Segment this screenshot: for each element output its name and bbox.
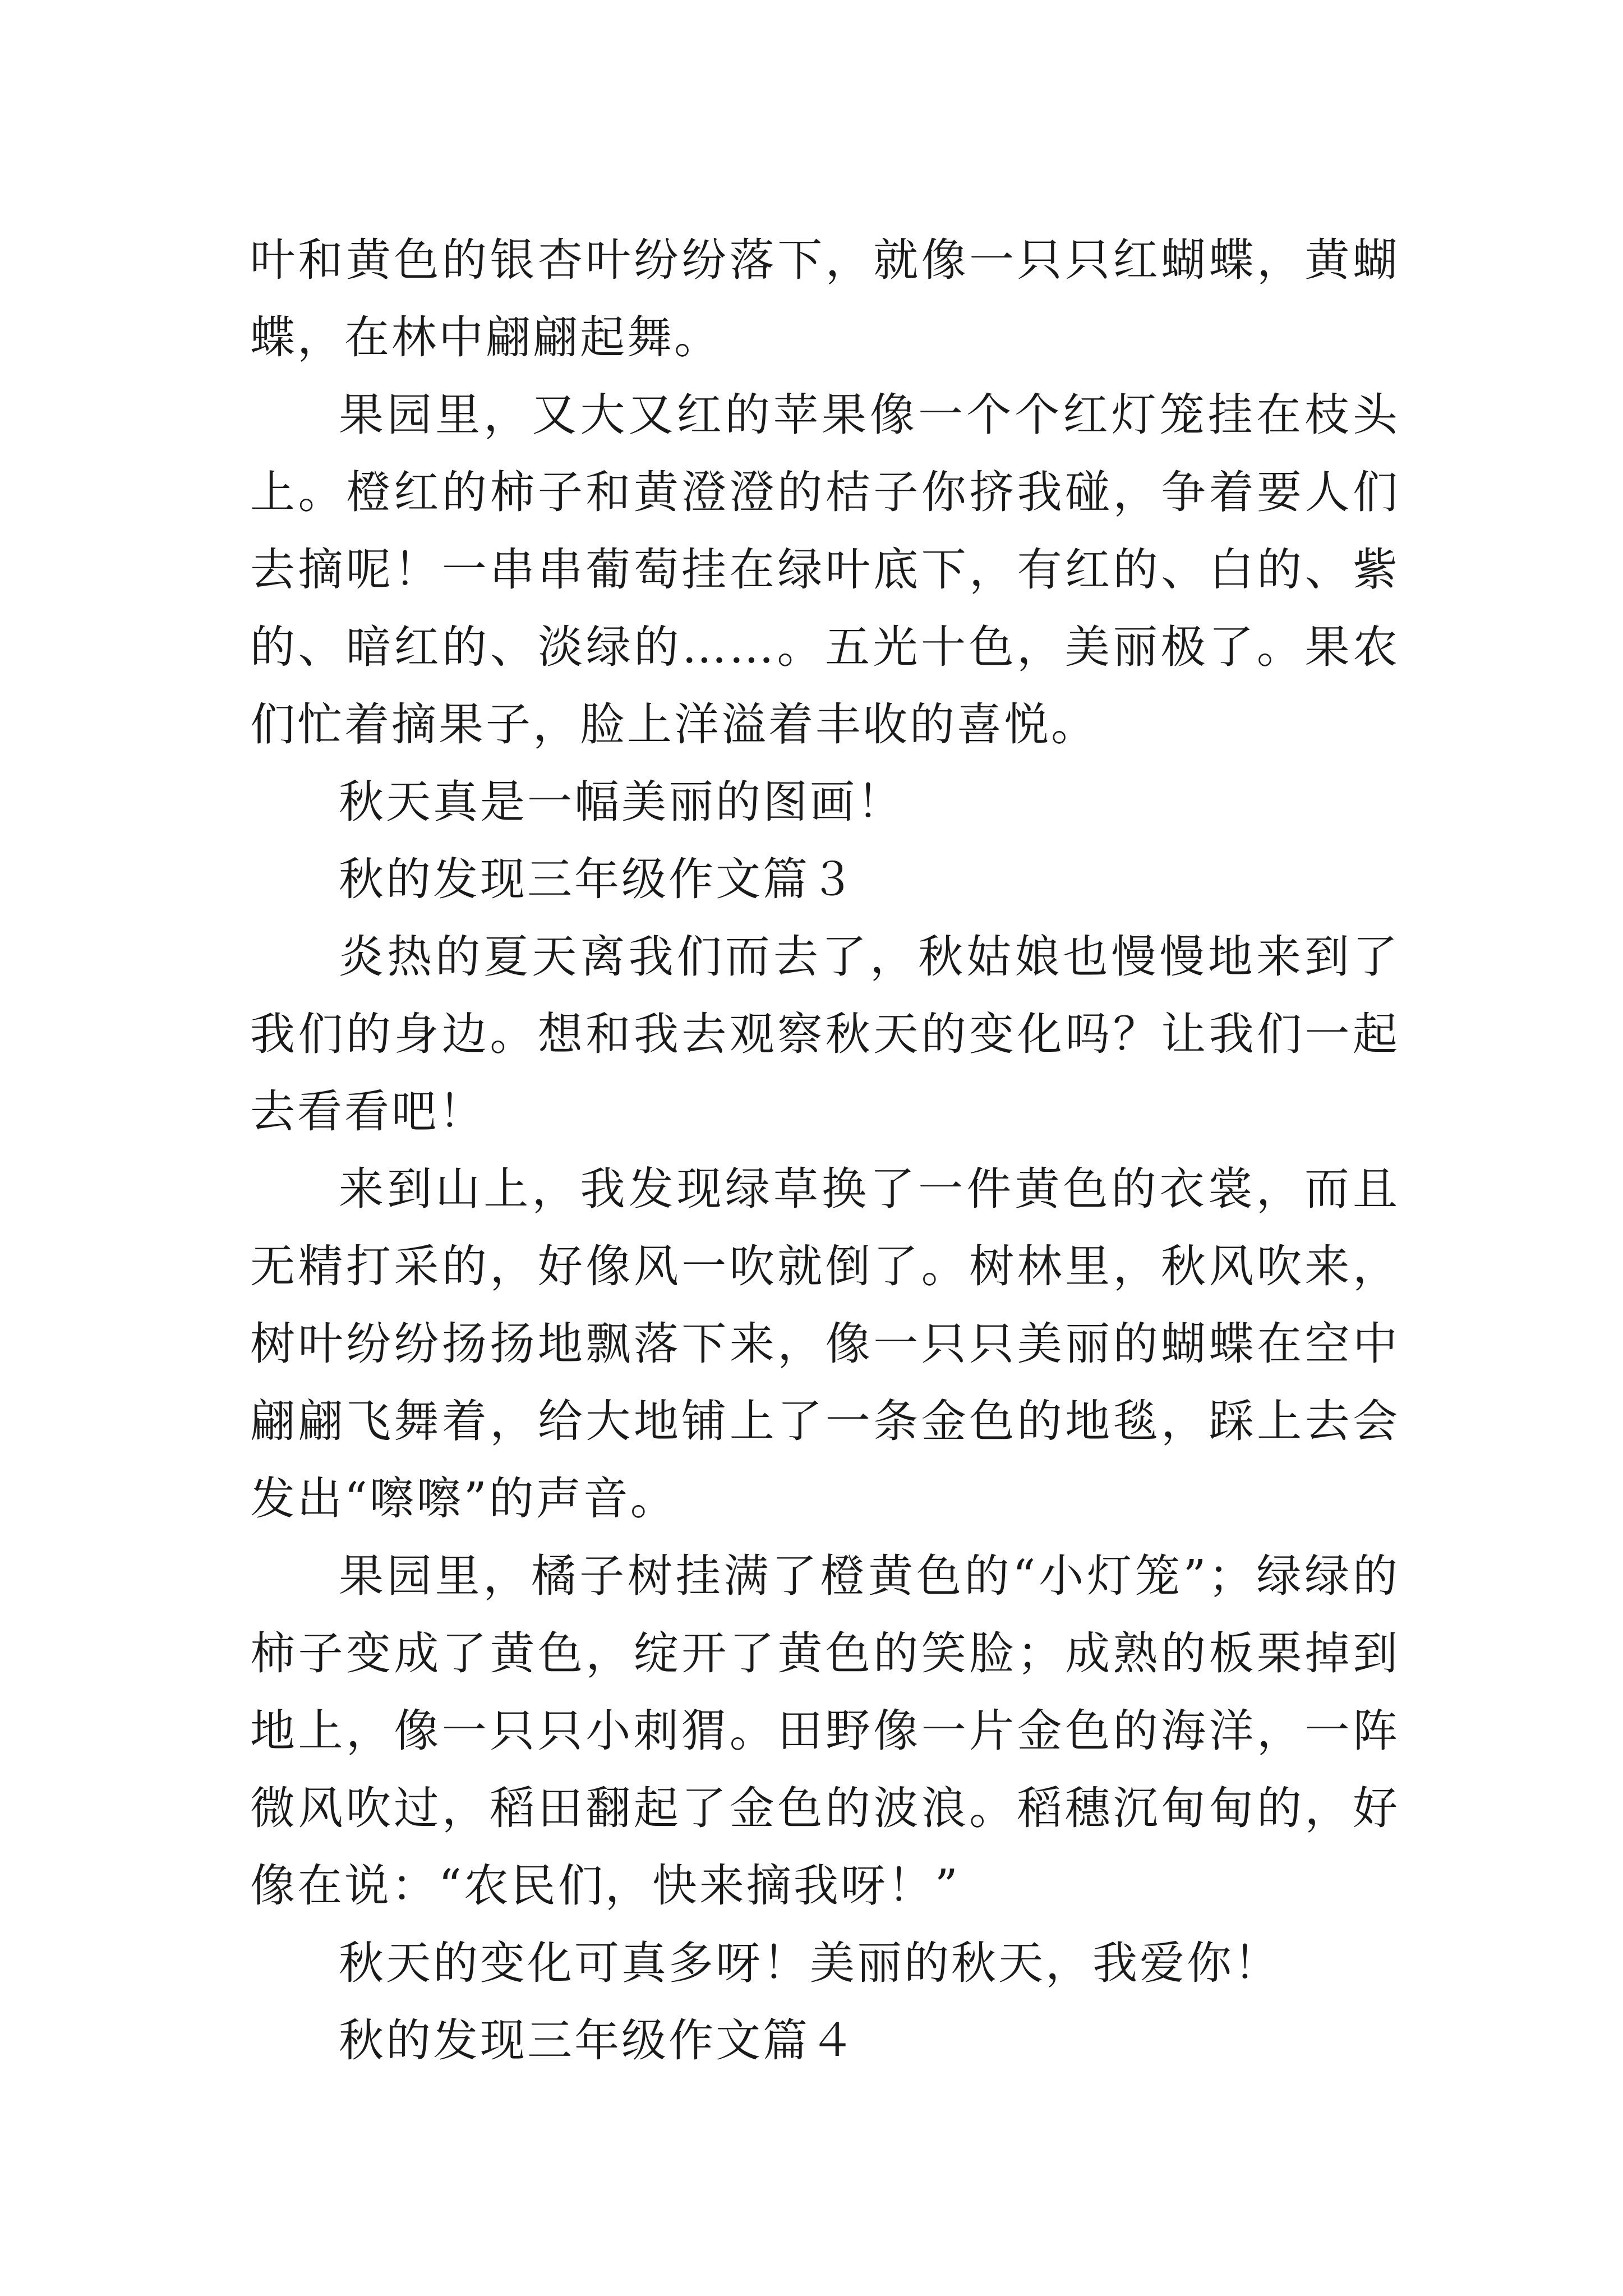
paragraph: 果园里，又大又红的苹果像一个个红灯笼挂在枝头上。橙红的柿子和黄澄澄的桔子你挤我碰，争着要人们去摘呢！一串串葡萄挂在绿叶底下，有红的、白的、紫的、暗红的、淡绿的……。五光十色，美丽极了。果农们忙着摘果子，脸上洋溢着丰收的喜悦。 [250,389,1400,751]
paragraph: 秋天的变化可真多呀！美丽的秋天，我爱你！ [339,1937,1281,1989]
section-heading: 秋的发现三年级作文篇３ [339,853,857,905]
section-heading: 秋的发现三年级作文篇４ [339,2014,857,2067]
paragraph: 炎热的夏天离我们而去了，秋姑娘也慢慢地来到了我们的身边。想和我去观察秋天的变化吗？让我们一起去看看吧！ [250,931,1400,1138]
document-body [250,222,1400,2079]
paragraph: 秋天真是一幅美丽的图画！ [339,776,904,828]
paragraph: 叶和黄色的银杏叶纷纷落下，就像一只只红蝴蝶，黄蝴蝶，在林中翩翩起舞。 [250,234,1400,364]
paragraph: 来到山上，我发现绿草换了一件黄色的衣裳，而且无精打采的，好像风一吹就倒了。树林里，秋风吹来，树叶纷纷扬扬地飘落下来，像一只只美丽的蝴蝶在空中翩翩飞舞着，给大地铺上了一条金色的地毯，踩上去会发出“嚓嚓”的声音。 [250,1163,1400,1525]
paragraph: 果园里，橘子树挂满了橙黄色的“小灯笼”；绿绿的柿子变成了黄色，绽开了黄色的笑脸；成熟的板栗掉到地上，像一只只小刺猬。田野像一片金色的海洋，一阵微风吹过，稻田翻起了金色的波浪。稻穗沉甸甸的，好像在说：“农民们，快来摘我呀！” [250,1550,1400,1912]
